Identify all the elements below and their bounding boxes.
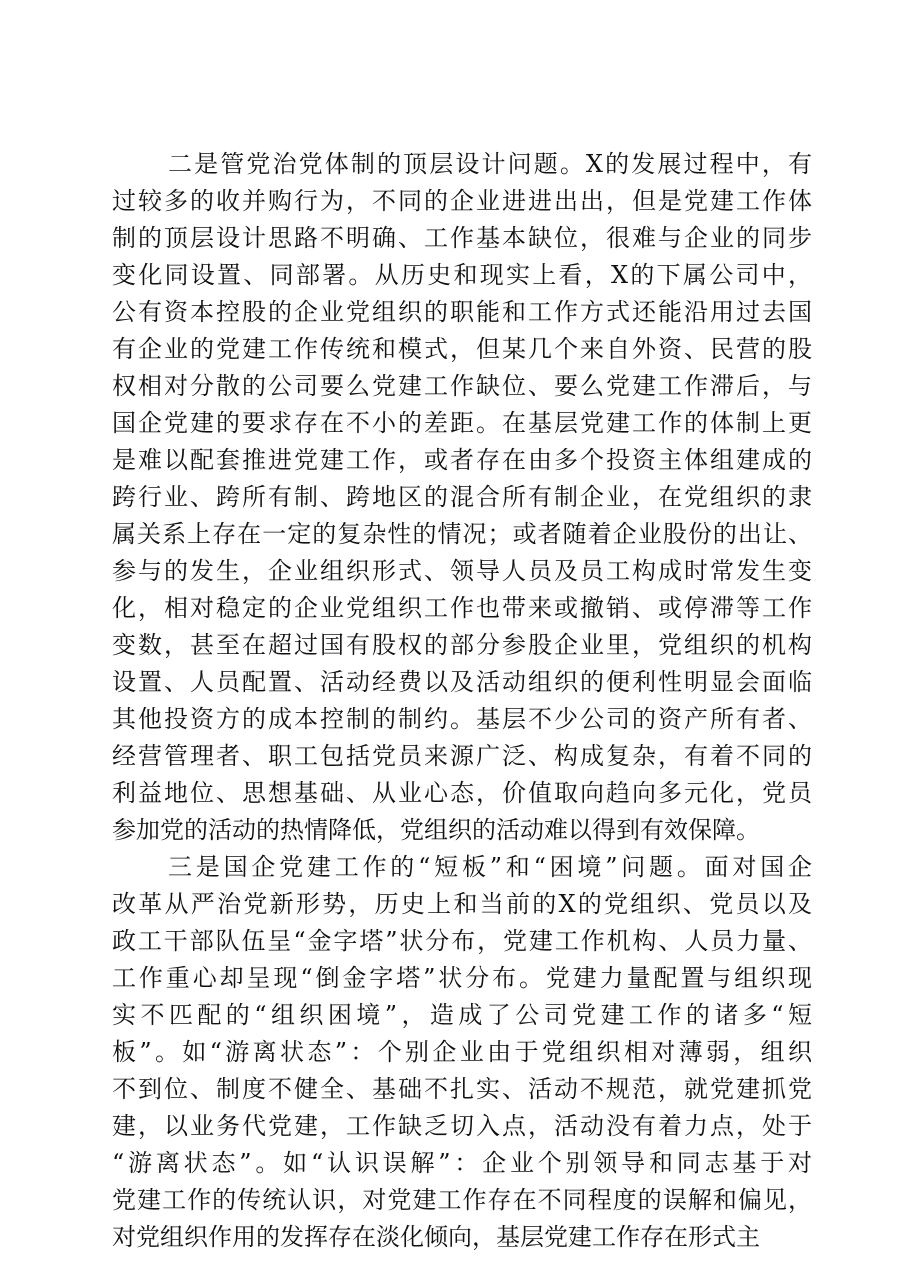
text-line: 三是国企党建工作的“短板”和“困境”问题。面对国企: [168, 853, 812, 881]
paragraph: [112, 146, 812, 849]
paragraph: [112, 849, 812, 1256]
text-line: 变数，甚至在超过国有股权的部分参股企业里，党组织的机构: [112, 631, 812, 659]
text-line: 经营管理者、职工包括党员来源广泛、构成复杂，有着不同的: [112, 742, 812, 770]
text-line: 对党组织作用的发挥存在淡化倾向，基层党建工作存在形式主: [112, 1223, 760, 1251]
text-line: 工作重心却呈现“倒金字塔”状分布。党建力量配置与组织现: [112, 964, 812, 992]
text-line: 国企党建的要求存在不小的差距。在基层党建工作的体制上更: [112, 409, 812, 437]
text-line: 有企业的党建工作传统和模式，但某几个来自外资、民营的股: [112, 335, 812, 363]
text-line: 参加党的活动的热情降低，党组织的活动难以得到有效保障。: [112, 816, 760, 844]
text-line: 化，相对稳定的企业党组织工作也带来或撤销、或停滞等工作: [112, 594, 812, 622]
text-line: 制的顶层设计思路不明确、工作基本缺位，很难与企业的同步: [112, 224, 812, 252]
text-line: 设置、人员配置、活动经费以及活动组织的便利性明显会面临: [112, 668, 812, 696]
text-line: 板”。如“游离状态”：个别企业由于党组织相对薄弱，组织: [112, 1038, 812, 1066]
text-line: 是难以配套推进党建工作，或者存在由多个投资主体组建成的: [112, 446, 812, 474]
text-line: “游离状态”。如“认识误解”：企业个别领导和同志基于对: [112, 1149, 812, 1177]
text-line: 实不匹配的“组织困境”，造成了公司党建工作的诸多“短: [112, 1001, 812, 1029]
document-body: [112, 146, 812, 1256]
text-line: 其他投资方的成本控制的制约。基层不少公司的资产所有者、: [112, 705, 812, 733]
text-line: 跨行业、跨所有制、跨地区的混合所有制企业，在党组织的隶: [112, 483, 812, 511]
text-line: 公有资本控股的企业党组织的职能和工作方式还能沿用过去国: [112, 298, 812, 326]
text-line: 利益地位、思想基础、从业心态，价值取向趋向多元化，党员: [112, 779, 812, 807]
text-line: 变化同设置、同部署。从历史和现实上看，X的下属公司中，: [112, 261, 812, 289]
text-line: 过较多的收并购行为，不同的企业进进出出，但是党建工作体: [112, 187, 812, 215]
text-line: 不到位、制度不健全、基础不扎实、活动不规范，就党建抓党: [112, 1075, 812, 1103]
text-line: 参与的发生，企业组织形式、领导人员及员工构成时常发生变: [112, 557, 812, 585]
text-line: 政工干部队伍呈“金字塔”状分布，党建工作机构、人员力量、: [112, 927, 812, 955]
text-line: 建，以业务代党建，工作缺乏切入点，活动没有着力点，处于: [112, 1112, 812, 1140]
text-line: 党建工作的传统认识，对党建工作存在不同程度的误解和偏见，: [112, 1186, 812, 1214]
text-line: 改革从严治党新形势，历史上和当前的X的党组织、党员以及: [112, 890, 812, 918]
text-line: 属关系上存在一定的复杂性的情况；或者随着企业股份的出让、: [112, 520, 812, 548]
text-line: 二是管党治党体制的顶层设计问题。X的发展过程中，有: [168, 150, 812, 178]
text-line: 权相对分散的公司要么党建工作缺位、要么党建工作滞后，与: [112, 372, 812, 400]
